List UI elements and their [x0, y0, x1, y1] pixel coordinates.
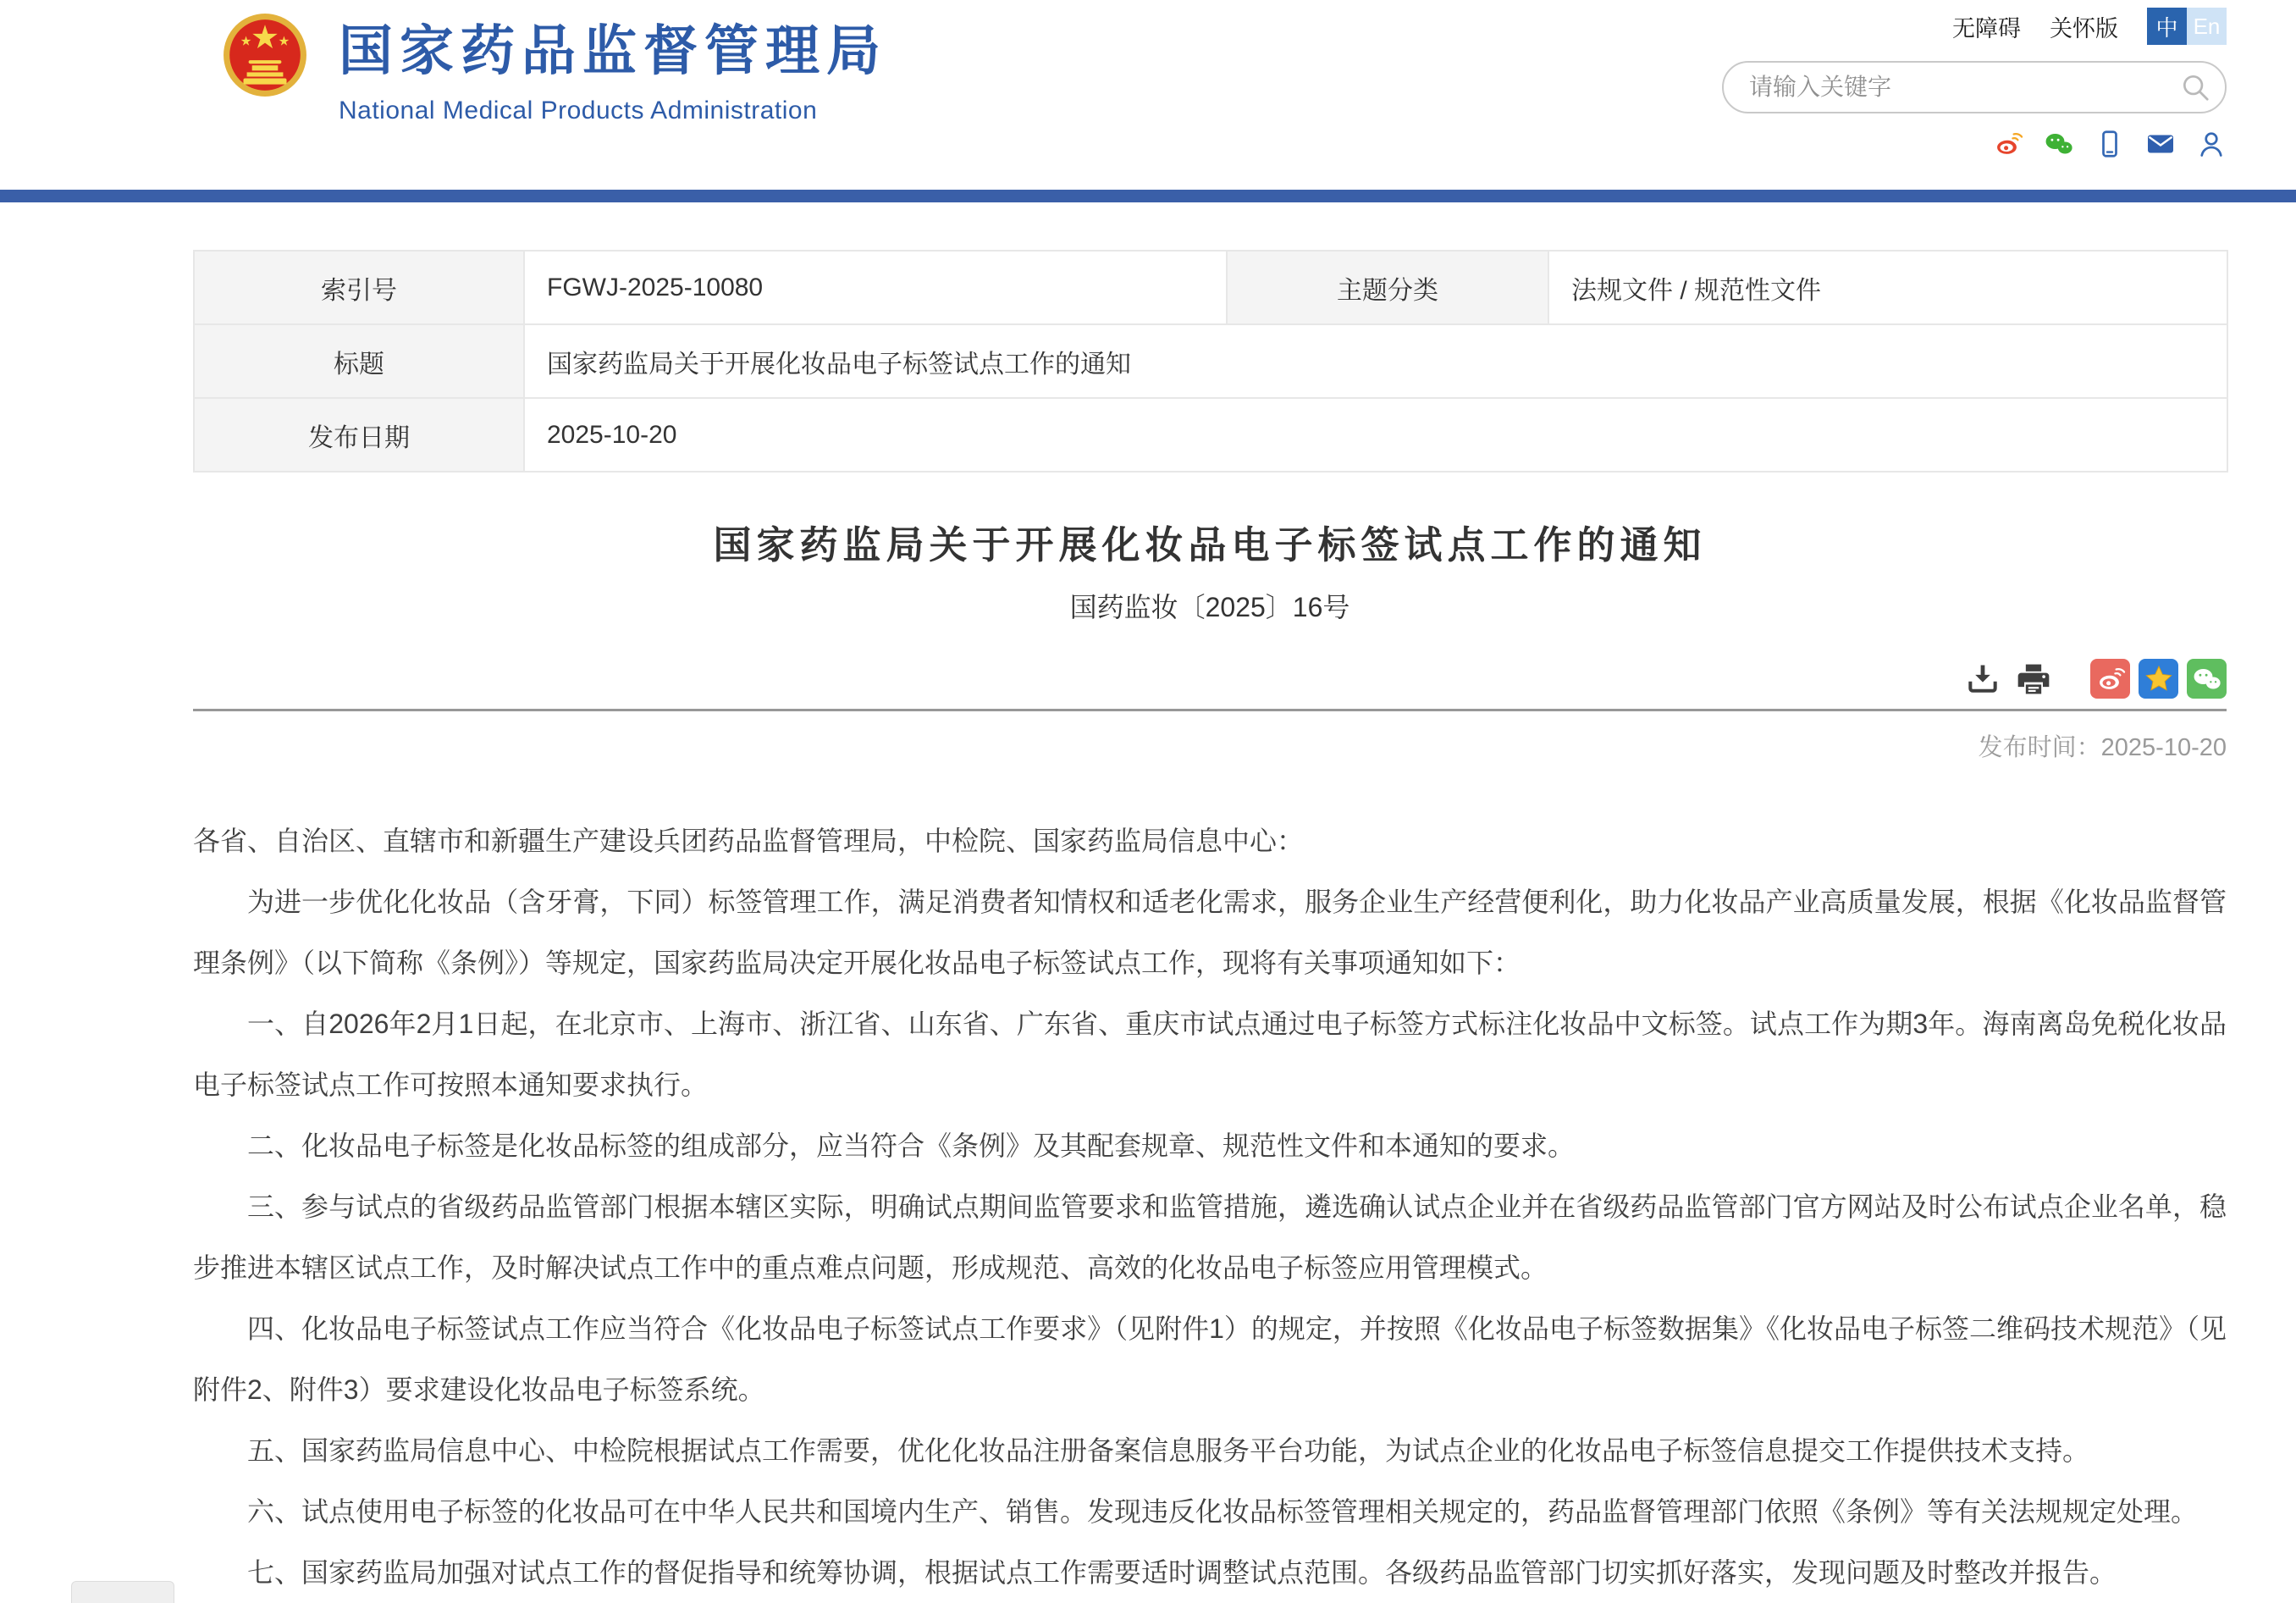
table-row — [194, 398, 2227, 472]
share-qzone-button[interactable] — [2139, 659, 2178, 699]
download-button[interactable] — [1963, 660, 2002, 699]
mail-icon[interactable] — [2145, 129, 2176, 159]
wechat-icon[interactable] — [2044, 129, 2074, 159]
lang-zh-button[interactable]: 中 — [2147, 8, 2187, 45]
date-value: 2025-10-20 — [524, 398, 2227, 472]
site-title: 国家药品监督管理局 — [339, 20, 887, 81]
publish-time: 发布时间：2025-10-20 — [1978, 734, 2227, 761]
weibo-icon[interactable] — [1993, 129, 2023, 159]
share-weibo-button[interactable] — [2090, 659, 2130, 699]
article-body — [193, 810, 2227, 1603]
category-label: 主题分类 — [1227, 251, 1548, 324]
body-paragraph: 四、化妆品电子标签试点工作应当符合《化妆品电子标签试点工作要求》（见附件1）的规定，并按照《化妆品电子标签数据集》《化妆品电子标签二维码技术规范》（见附件2、附件3）要求建设化妆品电子标签系统。 — [193, 1313, 2227, 1405]
info-table — [193, 250, 2228, 473]
site-subtitle: National Medical Products Administration — [339, 97, 818, 124]
title-label: 标题 — [194, 324, 524, 398]
language-toggle — [2147, 8, 2227, 45]
index-label: 索引号 — [194, 251, 524, 324]
table-row — [194, 324, 2227, 398]
user-icon[interactable] — [2196, 129, 2227, 159]
salutation: 各省、自治区、直辖市和新疆生产建设兵团药品监督管理局，中检院、国家药监局信息中心： — [193, 826, 1305, 856]
body-paragraph: 三、参与试点的省级药品监管部门根据本辖区实际，明确试点期间监管要求和监管措施，遴选确认试点企业并在省级药品监管部门官方网站及时公布试点企业名单，稳步推进本辖区试点工作，及时解决试点工作中的重点难点问题，形成规范、高效的化妆品电子标签应用管理模式。 — [193, 1191, 2227, 1283]
site-header — [0, 0, 2296, 190]
index-value: FGWJ-2025-10080 — [524, 251, 1227, 324]
qzone-star-icon — [2144, 664, 2174, 694]
print-button[interactable] — [2014, 660, 2053, 699]
mobile-icon[interactable] — [2095, 129, 2125, 159]
utility-row — [1952, 7, 2227, 46]
body-paragraph: 五、国家药监局信息中心、中检院根据试点工作需要，优化化妆品注册备案信息服务平台功能，为试点企业的化妆品电子标签信息提交工作提供技术支持。 — [247, 1435, 2090, 1466]
search-icon — [2179, 71, 2211, 103]
brand-text — [339, 20, 887, 125]
body-paragraph: 为进一步优化化妆品（含牙膏，下同）标签管理工作，满足消费者知情权和适老化需求，服务企业生产经营便利化，助力化妆品产业高质量发展，根据《化妆品监督管理条例》（以下简称《条例》）等规定，国家药监局决定开展化妆品电子标签试点工作，现将有关事项通知如下： — [193, 887, 2227, 978]
wechat-share-icon — [2192, 664, 2222, 694]
article-divider — [193, 709, 2227, 711]
search-button[interactable] — [2179, 71, 2211, 103]
document-number: 国药监妆〔2025〕16号 — [1069, 592, 1350, 622]
body-paragraph: 七、国家药监局加强对试点工作的督促指导和统筹协调，根据试点工作需要适时调整试点范围。各级药品监管部门切实抓好落实，发现问题及时整改并报告。 — [247, 1557, 2117, 1588]
lang-en-button[interactable]: En — [2187, 8, 2227, 45]
action-row — [193, 659, 2227, 699]
table-row — [194, 251, 2227, 324]
search-box — [1722, 61, 2227, 113]
care-mode-link[interactable]: 关怀版 — [2050, 15, 2118, 41]
search-input[interactable] — [1749, 74, 2179, 101]
accessibility-link[interactable]: 无障碍 — [1952, 15, 2021, 41]
category-value: 法规文件 / 规范性文件 — [1548, 251, 2227, 324]
main-content — [193, 250, 2227, 1603]
floating-widget[interactable] — [71, 1581, 174, 1603]
weibo-share-icon — [2095, 664, 2126, 694]
download-icon — [1964, 661, 2001, 698]
site-logo[interactable] — [222, 12, 887, 125]
date-label: 发布日期 — [194, 398, 524, 472]
body-paragraph: 二、化妆品电子标签是化妆品标签的组成部分，应当符合《条例》及其配套规章、规范性文件和本通知的要求。 — [247, 1130, 1576, 1161]
title-value: 国家药监局关于开展化妆品电子标签试点工作的通知 — [524, 324, 2227, 398]
document-title: 国家药监局关于开展化妆品电子标签试点工作的通知 — [713, 523, 1707, 567]
share-group — [2090, 659, 2227, 699]
share-wechat-button[interactable] — [2187, 659, 2227, 699]
national-emblem-icon — [222, 12, 308, 98]
body-paragraph: 一、自2026年2月1日起，在北京市、上海市、浙江省、山东省、广东省、重庆市试点通过电子标签方式标注化妆品中文标签。试点工作为期3年。海南离岛免税化妆品电子标签试点工作可按照本通知要求执行。 — [193, 1009, 2227, 1100]
body-paragraph: 六、试点使用电子标签的化妆品可在中华人民共和国境内生产、销售。发现违反化妆品标签管理相关规定的，药品监督管理部门依照《条例》等有关法规规定处理。 — [247, 1496, 2199, 1527]
print-icon — [2015, 661, 2052, 698]
social-row — [1993, 129, 2227, 159]
header-right — [1722, 7, 2227, 159]
nav-bar — [0, 190, 2296, 202]
